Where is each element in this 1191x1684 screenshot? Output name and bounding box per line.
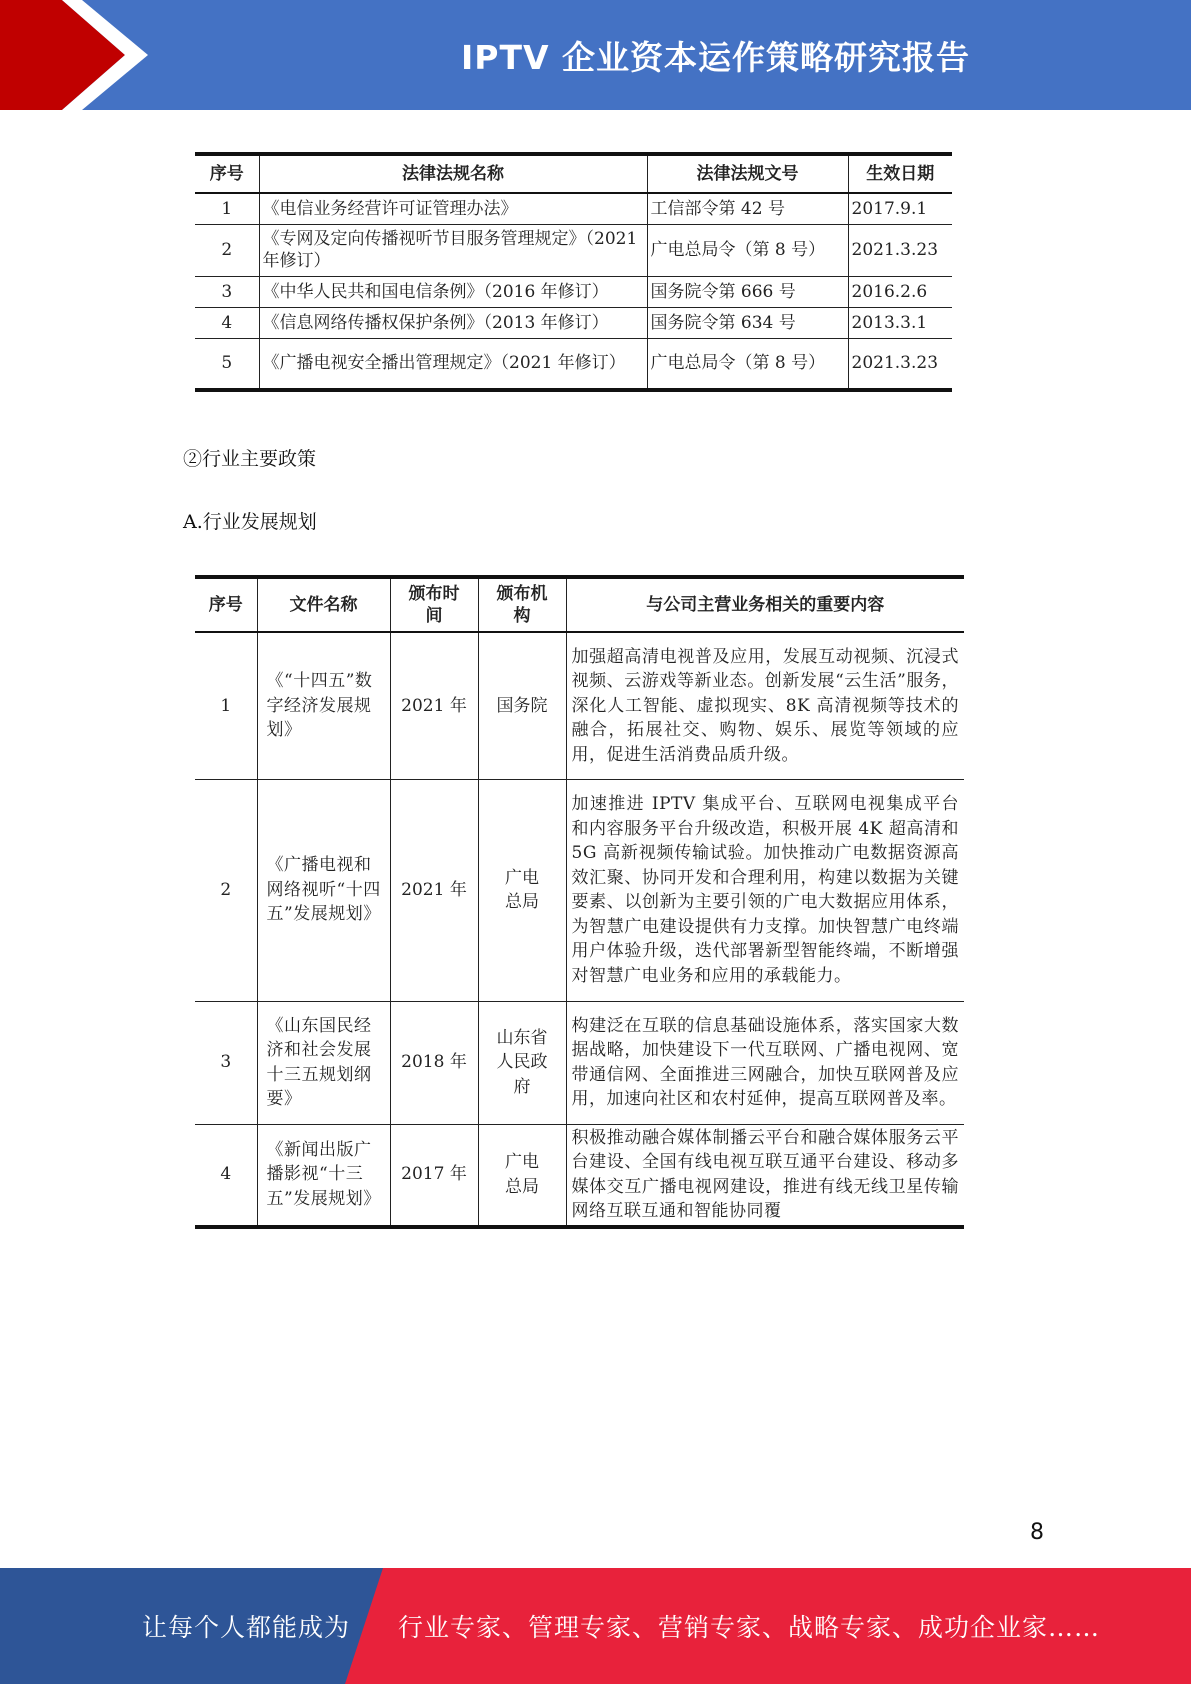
- issue-time: 2021 年: [390, 632, 478, 779]
- key-content: 加强超高清电视普及应用，发展互动视频、沉浸式视频、云游戏等新业态。创新发展“云生活”服务，深化人工智能、虚拟现实、8K 高清视频等技术的融合，拓展社交、购物、娱乐、展览等领域的应用，促进生活消费品质升级。: [566, 632, 964, 779]
- document-name: 《山东国民经济和社会发展十三五规划纲要》: [257, 1001, 390, 1124]
- regulation-doc-number: 国务院令第 634 号: [647, 307, 848, 338]
- column-header: 颁布时间: [390, 577, 478, 632]
- regulation-name: 《广播电视安全播出管理规定》（2021 年修订）: [259, 338, 647, 390]
- table-row: [195, 1124, 964, 1227]
- issuing-body: 山东省人民政府: [478, 1001, 566, 1124]
- column-header: 文件名称: [257, 577, 390, 632]
- column-header: 法律法规名称: [259, 154, 647, 193]
- column-header: 序号: [195, 154, 259, 193]
- key-content: 积极推动融合媒体制播云平台和融合媒体服务云平台建设、全国有线电视互联互通平台建设、移动多媒体交互广播电视网建设，推进有线无线卫星传输网络互联互通和智能协同覆: [566, 1124, 964, 1227]
- row-number: 3: [195, 276, 259, 307]
- regulation-doc-number: 广电总局令（第 8 号）: [647, 224, 848, 276]
- table-row: [195, 193, 952, 224]
- row-number: 3: [195, 1001, 257, 1124]
- table-row: [195, 779, 964, 1001]
- row-number: 2: [195, 224, 259, 276]
- column-header: 生效日期: [848, 154, 952, 193]
- table-row: [195, 224, 952, 276]
- page-footer: [0, 1568, 1191, 1684]
- issue-time: 2017 年: [390, 1124, 478, 1227]
- issue-time: 2018 年: [390, 1001, 478, 1124]
- key-content: 加速推进 IPTV 集成平台、互联网电视集成平台和内容服务平台升级改造，积极开展 4K 超高清和 5G 高新视频传输试验。加快推动广电数据资源高效汇聚、协同开发和合理利用，构建以数据为关键要素、以创新为主要引领的广电大数据应用体系，为智慧广电建设提供有力支撑。加快智慧广电终端用户体验升级，迭代部署新型智能终端，不断增强对智慧广电业务和应用的承载能力。: [566, 779, 964, 1001]
- table-row: [195, 632, 964, 779]
- regulation-doc-number: 广电总局令（第 8 号）: [647, 338, 848, 390]
- plans-table: [195, 575, 964, 1229]
- key-content: 构建泛在互联的信息基础设施体系，落实国家大数据战略，加快建设下一代互联网、广播电视网、宽带通信网、全面推进三网融合，加快互联网普及应用，加速向社区和农村延伸，提高互联网普及率。: [566, 1001, 964, 1124]
- laws-table: [195, 152, 952, 392]
- regulation-doc-number: 工信部令第 42 号: [647, 193, 848, 224]
- header-title: IPTV 企业资本运作策略研究报告: [460, 37, 970, 77]
- footer-slogan-right: 行业专家、管理专家、营销专家、战略专家、成功企业家……: [398, 1613, 1101, 1642]
- document-name: 《广播电视和网络视听“十四五”发展规划》: [257, 779, 390, 1001]
- issue-time: 2021 年: [390, 779, 478, 1001]
- column-header: 与公司主营业务相关的重要内容: [566, 577, 964, 632]
- issuing-body: 广电总局: [478, 1124, 566, 1227]
- column-header: 法律法规文号: [647, 154, 848, 193]
- issuing-body: 国务院: [478, 632, 566, 779]
- row-number: 5: [195, 338, 259, 390]
- page-header: [0, 0, 1191, 110]
- sub-heading: A.行业发展规划: [183, 511, 317, 533]
- document-name: 《新闻出版广播影视“十三五”发展规划》: [257, 1124, 390, 1227]
- table-row: [195, 307, 952, 338]
- row-number: 4: [195, 1124, 257, 1227]
- document-name: 《“十四五”数字经济发展规划》: [257, 632, 390, 779]
- regulation-name: 《专网及定向传播视听节目服务管理规定》（2021 年修订）: [259, 224, 647, 276]
- regulation-name: 《中华人民共和国电信条例》（2016 年修订）: [259, 276, 647, 307]
- column-header: 序号: [195, 577, 257, 632]
- row-number: 2: [195, 779, 257, 1001]
- effective-date: 2017.9.1: [848, 193, 952, 224]
- policy-heading: ②行业主要政策: [183, 448, 317, 470]
- table-header-row: [195, 154, 952, 193]
- row-number: 1: [195, 193, 259, 224]
- row-number: 1: [195, 632, 257, 779]
- table-row: [195, 338, 952, 390]
- header-arrow-decoration: [0, 0, 160, 110]
- effective-date: 2021.3.23: [848, 338, 952, 390]
- issuing-body: 广电总局: [478, 779, 566, 1001]
- regulation-name: 《信息网络传播权保护条例》（2013 年修订）: [259, 307, 647, 338]
- effective-date: 2013.3.1: [848, 307, 952, 338]
- regulation-doc-number: 国务院令第 666 号: [647, 276, 848, 307]
- table-header-row: [195, 577, 964, 632]
- regulation-name: 《电信业务经营许可证管理办法》: [259, 193, 647, 224]
- table-row: [195, 1001, 964, 1124]
- column-header: 颁布机构: [478, 577, 566, 632]
- table-row: [195, 276, 952, 307]
- row-number: 4: [195, 307, 259, 338]
- footer-slogan-left: 让每个人都能成为: [142, 1613, 351, 1642]
- page-number: 8: [1030, 1520, 1044, 1545]
- effective-date: 2021.3.23: [848, 224, 952, 276]
- effective-date: 2016.2.6: [848, 276, 952, 307]
